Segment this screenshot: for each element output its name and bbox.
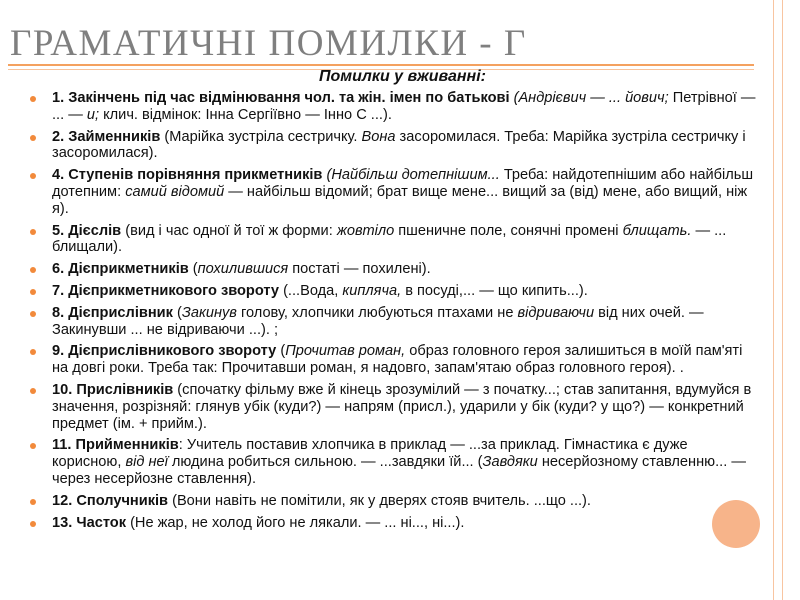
list-item-text: ( — [172, 304, 182, 321]
list-item-text: Петрівної — ... — — [52, 90, 756, 123]
error-list — [30, 90, 760, 536]
list-item — [30, 261, 760, 278]
list-item-text: 4. Ступенів порівняння прикметників — [52, 167, 323, 184]
slide-title: ГРАМАТИЧНІ ПОМИЛКИ - Г — [10, 23, 527, 64]
list-item-text: (Найбільш дотепнішим... — [322, 167, 500, 184]
list-item-text: 10. Прислівників — [52, 381, 174, 398]
bullet-icon — [30, 229, 36, 235]
list-item-text: : Учитель поставив хлопчика в приклад — ...за приклад. Гімнастика є дуже корисною, — [52, 437, 688, 471]
list-item-text: голову, хлопчики любуються птахами не — [236, 304, 518, 321]
list-item-text: и; — [86, 106, 100, 123]
list-item-text: 11. Прийменників — [52, 437, 179, 454]
list-item-text: кипляча, — [342, 282, 402, 299]
list-item — [30, 90, 760, 124]
bullet-icon — [30, 388, 36, 394]
list-item-text: ( — [188, 261, 198, 278]
list-item-text: від неї — [125, 454, 168, 471]
list-item-text: відриваючи — [517, 304, 595, 321]
list-item-text: Завдяки — [482, 454, 538, 471]
list-item-text: Вона — [361, 128, 396, 145]
list-item-text: постаті — похилені). — [288, 261, 431, 278]
list-item-text: — ... блищали). — [52, 222, 727, 256]
right-frame-lines — [773, 0, 789, 600]
list-item-text: ( — [276, 343, 286, 360]
list-item-text: 6. Дієприкметників — [52, 261, 189, 278]
list-item-text: 7. Дієприкметникового звороту — [52, 282, 280, 299]
bullet-icon — [30, 289, 36, 295]
list-item — [30, 343, 760, 377]
list-item-text: Прочитав роман, — [285, 343, 406, 360]
list-item-text: 2. Займенників — [52, 128, 161, 145]
list-item-text: образ головного героя залишиться в моїй пам'яті на довгі роки. Треба так: Прочитавши роман, я надовго, запам'ятаю образ головного героя). . — [52, 343, 743, 377]
list-item — [30, 515, 760, 532]
list-item-text: засоромилася. Треба: Марійка зустріла сестричку і засоромилася). — [52, 128, 746, 162]
list-item — [30, 437, 760, 487]
list-item — [30, 283, 760, 300]
list-item-text: 9. Дієприслівникового звороту — [52, 343, 277, 360]
bullet-icon — [30, 521, 36, 527]
list-item — [30, 129, 760, 163]
list-item-text: (Не жар, не холод його не лякали. — ... ні..., ні...). — [126, 514, 465, 531]
list-item-text: (спочатку фільму вже й кінець зрозумілий — з початку...; став запитання, вдумуйся в значення, розрізняй: глянув убік (куди?) — напрям (присл.), ударили у бік (куди? у що?) — конкретний предмет (ім. + прийм.). — [52, 381, 752, 432]
list-item-text: Закинув — [181, 304, 237, 321]
subtitle: Помилки у вживанні: — [319, 68, 486, 85]
bullet-icon — [30, 349, 36, 355]
list-item-text: пшеничне поле, сонячні промені — [394, 222, 623, 239]
list-item-text: Треба: найдотепнішим або найбільш дотепним: — [52, 167, 754, 200]
list-item-text: похилившися — [197, 261, 289, 278]
bullet-icon — [30, 96, 36, 102]
list-item-text: людина робиться сильною. — ...завдяки їй... ( — [167, 454, 483, 471]
list-item — [30, 167, 760, 217]
list-item-text: (Вони навіть не помітили, як у дверях стояв вчитель. ...що ...). — [168, 492, 591, 509]
bullet-icon — [30, 499, 36, 505]
list-item — [30, 305, 760, 339]
list-item-text: 5. Дієслів — [52, 222, 122, 239]
list-item-text: — найбільш відомий; брат вище мене... вищий за (від) мене, або вищий, ніж я). — [52, 183, 748, 217]
list-item-text: в посуді,... — що кипить...). — [401, 282, 588, 299]
list-item-text: (вид і час одної й тої ж форми: — [121, 222, 337, 239]
list-item — [30, 382, 760, 432]
bullet-icon — [30, 173, 36, 179]
list-item-text: блищать. — [622, 222, 692, 239]
list-item-text: 1. Закінчень під час відмінювання чол. та жін. імен по батькові — [52, 90, 514, 106]
bullet-icon — [30, 267, 36, 273]
title-underline — [8, 64, 754, 66]
bullet-icon — [30, 135, 36, 141]
decorative-circle — [712, 500, 760, 548]
list-item-text: від них очей. — Закинувши ... не відриваючи ...). ; — [52, 304, 704, 338]
list-item — [30, 493, 760, 510]
list-item-text: 8. Дієприслівник — [52, 304, 173, 321]
list-item-text: 13. Часток — [52, 514, 127, 531]
bullet-icon — [30, 443, 36, 449]
list-item-text: жовтіло — [336, 222, 395, 239]
list-item — [30, 223, 760, 257]
bullet-icon — [30, 311, 36, 317]
frame-line — [773, 0, 774, 600]
frame-line — [782, 0, 783, 600]
list-item-text: самий відомий — [125, 183, 225, 200]
list-item-text: 12. Сполучників — [52, 492, 169, 509]
list-item-text: несерйозному ставленню... — через несерйозне ставлення). — [52, 454, 746, 487]
list-item-text: клич. відмінок: Інна Сергіївно — Інно С ...). — [99, 106, 392, 123]
list-item-text: (Марійка зустріла сестричку. — [160, 128, 362, 145]
list-item-text: (...Вода, — [279, 282, 343, 299]
list-item-text: (Андрієвич — ... йович; — [513, 90, 673, 106]
